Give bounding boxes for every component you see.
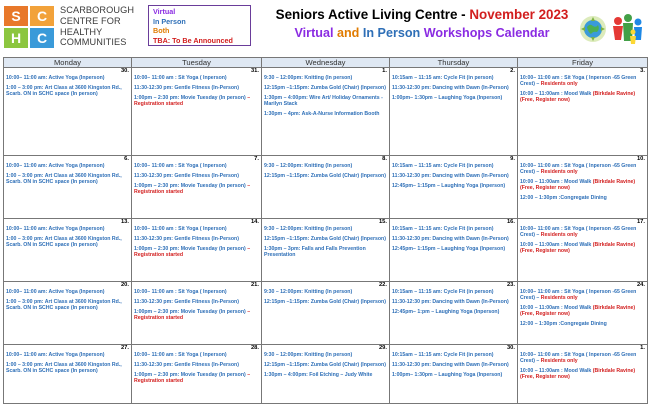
event-note: – Registration started	[134, 371, 251, 384]
event-item	[134, 173, 259, 179]
event-item	[392, 352, 515, 358]
event-item	[520, 91, 645, 103]
event-item	[134, 236, 259, 242]
logo-letter-c2: C	[30, 28, 54, 48]
day-cell	[390, 156, 518, 219]
event-text: 10:00 – 11:00am : Mood Walk	[520, 178, 592, 185]
day-number: 27.	[120, 345, 129, 351]
week-row	[4, 219, 648, 282]
day-cell	[4, 68, 132, 156]
event-note: (Birkdale Ravine) (Free, Register now)	[520, 304, 636, 317]
legend-virtual: Virtual	[153, 7, 176, 16]
event-text: 10:15am – 11:15 am: Cycle Fit (in person)	[392, 288, 494, 295]
day-cell	[518, 156, 648, 219]
day-cell	[518, 345, 648, 404]
event-note: Residents only	[540, 168, 578, 175]
people-icon	[610, 12, 646, 48]
event-text: 1:00pm – 2:30 pm: Movie Tuesday (In person)	[134, 94, 246, 101]
event-text: 10:00– 11:00 am : Sit Yoga ( Inperson -65 Green Crest) –	[520, 288, 637, 301]
event-note: – Registration started	[134, 182, 251, 195]
day-cell	[132, 68, 262, 156]
day-number: 3.	[640, 68, 645, 74]
event-item	[264, 246, 387, 258]
event-item	[6, 299, 129, 311]
event-text: 11:30-12:30 pm: Dancing with Dawn (In-Person)	[392, 298, 509, 305]
event-item	[134, 309, 259, 321]
event-item	[520, 75, 645, 87]
globe-icon	[578, 14, 608, 44]
event-text: 10:00– 11:00 am : Sit Yoga ( Inperson)	[134, 74, 227, 81]
event-text: 10:00– 11:00 am : Sit Yoga ( Inperson)	[134, 288, 227, 295]
event-item	[264, 95, 387, 107]
event-item	[392, 226, 515, 232]
logo-letter-c: C	[30, 6, 54, 26]
day-number: 6.	[124, 156, 129, 162]
event-note: – Registration started	[134, 94, 251, 107]
event-item	[6, 352, 129, 358]
event-text: 1:30pm – 3pm: Falls and Falls Prevention Presentation	[264, 245, 366, 258]
event-item	[520, 242, 645, 254]
org-name: SCARBOROUGH CENTRE FOR HEALTHY COMMUNITIES	[60, 5, 135, 48]
week-row	[4, 68, 648, 156]
schc-logo	[2, 4, 58, 52]
day-number: 8.	[382, 156, 387, 162]
subtitle-in-person: In Person	[362, 26, 421, 40]
day-cell	[132, 219, 262, 282]
day-cell	[4, 219, 132, 282]
event-text: 12:15pm –1:15pm: Zumba Gold (Chair) (Inperson)	[264, 235, 386, 242]
day-number: 13.	[120, 219, 129, 225]
legend-both: Both	[153, 26, 170, 36]
day-number: 1.	[382, 68, 387, 74]
event-item	[264, 111, 387, 117]
event-text: 11:30-12:30 pm: Gentle Fitness (In-Person)	[134, 361, 239, 368]
event-item	[392, 299, 515, 305]
event-note: – Registration started	[134, 245, 251, 258]
event-text: 12:15pm –1:15pm: Zumba Gold (Chair) (Inperson)	[264, 361, 386, 368]
day-cell	[518, 282, 648, 345]
day-cell	[518, 219, 648, 282]
event-note: (Birkdale Ravine) (Free, Register now)	[520, 241, 636, 254]
event-item	[520, 352, 645, 364]
day-cell	[390, 219, 518, 282]
day-number: 30.	[120, 68, 129, 74]
event-item	[134, 75, 259, 81]
event-text: 10:15am – 11:15 am: Cycle Fit (in person)	[392, 74, 494, 81]
event-text: 1:00 – 3:00 pm: Art Class at 3600 Kingston Rd., Scarb. ON in SCHC space (In person)	[6, 298, 122, 311]
event-text: 1:30pm – 4pm: Ask-A-Nurse Information Booth	[264, 110, 380, 117]
calendar-header	[0, 0, 650, 57]
event-text: 10:00– 11:00 am: Active Yoga (Inperson)	[6, 74, 105, 81]
event-item	[392, 362, 515, 368]
day-cell	[132, 345, 262, 404]
event-text: 10:00– 11:00 am: Active Yoga (Inperson)	[6, 225, 105, 232]
day-number: 31.	[250, 68, 259, 74]
legend-box	[148, 5, 251, 46]
event-text: 12:15pm –1:15pm: Zumba Gold (Chair) (Inperson)	[264, 84, 386, 91]
event-text: 1:30pm – 4:00pm: Wire Art/ Holiday Ornaments - Marilyn Stack	[264, 94, 383, 107]
event-item	[134, 95, 259, 107]
event-note: (Birkdale Ravine) (Free, Register now)	[520, 178, 636, 191]
day-number: 21.	[250, 282, 259, 288]
event-item	[264, 299, 387, 305]
event-item	[134, 85, 259, 91]
day-number: 20.	[120, 282, 129, 288]
event-item	[6, 75, 129, 81]
event-item	[134, 372, 259, 384]
day-cell	[518, 68, 648, 156]
event-item	[134, 352, 259, 358]
day-header-wednesday: Wednesday	[262, 58, 390, 68]
event-item	[264, 362, 387, 368]
event-item	[6, 163, 129, 169]
event-item	[392, 309, 515, 315]
event-text: 9:30 – 12:00pm: Knitting (In person)	[264, 74, 353, 81]
calendar-table	[3, 57, 648, 404]
event-text: 9:30 – 12:00pm: Knitting (In person)	[264, 351, 353, 358]
event-note: Residents only	[540, 80, 578, 87]
day-header-thursday: Thursday	[390, 58, 518, 68]
event-note: (Birkdale Ravine) (Free, Register now)	[520, 367, 636, 380]
event-item	[6, 173, 129, 185]
logo-letter-h: H	[4, 28, 28, 48]
event-text: 12:15pm –1:15pm: Zumba Gold (Chair) (Inperson)	[264, 298, 386, 305]
event-text: 11:30-12:30 pm: Gentle Fitness (In-Person)	[134, 235, 239, 242]
day-cell	[4, 282, 132, 345]
event-text: 11:30-12:30 pm: Dancing with Dawn (In-Person)	[392, 235, 509, 242]
event-text: 9:30 – 12:00pm: Knitting (In person)	[264, 288, 353, 295]
event-text: 12:45pm– 1:15pm – Laughing Yoga (Inperson)	[392, 182, 506, 189]
day-number: 22.	[378, 282, 387, 288]
event-item	[6, 226, 129, 232]
day-number: 23.	[506, 282, 515, 288]
title-month: November 2023	[469, 7, 569, 22]
day-number: 29.	[378, 345, 387, 351]
event-text: 12:15pm –1:15pm: Zumba Gold (Chair) (Inperson)	[264, 172, 386, 179]
day-cell	[132, 156, 262, 219]
event-item	[392, 173, 515, 179]
event-note: Residents only	[540, 294, 578, 301]
event-item	[264, 85, 387, 91]
day-number: 16.	[506, 219, 515, 225]
event-item	[520, 179, 645, 191]
event-item	[264, 352, 387, 358]
event-item	[520, 195, 645, 201]
event-text: 10:00– 11:00 am: Active Yoga (Inperson)	[6, 351, 105, 358]
event-text: 11:30-12:30 pm: Dancing with Dawn (In-Person)	[392, 361, 509, 368]
day-number: 10.	[636, 156, 645, 162]
event-text: 1:00pm – 2:30 pm: Movie Tuesday (In person)	[134, 245, 246, 252]
event-item	[134, 226, 259, 232]
event-text: 10:00 – 11:00am : Mood Walk	[520, 304, 592, 311]
day-header-row	[4, 58, 648, 68]
event-text: 10:00 – 11:00am : Mood Walk	[520, 90, 592, 97]
event-item	[520, 226, 645, 238]
event-text: 10:15am – 11:15 am: Cycle Fit (in person)	[392, 351, 494, 358]
day-number: 1.	[640, 345, 645, 351]
day-cell	[132, 282, 262, 345]
day-cell	[262, 68, 390, 156]
day-cell	[390, 345, 518, 404]
event-text: 11:30-12:30 pm: Gentle Fitness (In-Person)	[134, 172, 239, 179]
event-item	[134, 362, 259, 368]
day-cell	[4, 345, 132, 404]
event-note: Residents only	[540, 231, 578, 238]
event-item	[392, 183, 515, 189]
event-item	[134, 299, 259, 305]
event-item	[264, 75, 387, 81]
event-item	[520, 163, 645, 175]
event-text: 1:30pm – 4:00pm: Foil Etching – Judy White	[264, 371, 373, 378]
event-text: 10:15am – 11:15 am: Cycle Fit (in person)	[392, 225, 494, 232]
logo-letter-s: S	[4, 6, 28, 26]
event-text: 1:00 – 3:00 pm: Art Class at 3600 Kingston Rd., Scarb. ON in SCHC space (In person)	[6, 361, 122, 374]
event-item	[392, 75, 515, 81]
day-cell	[262, 345, 390, 404]
event-text: 12:00 – 1:30pm :Congregate Dining	[520, 194, 607, 201]
day-number: 28.	[250, 345, 259, 351]
legend-in-person: In Person	[153, 16, 186, 26]
event-item	[264, 173, 387, 179]
day-cell	[390, 282, 518, 345]
legend-tba: TBA: To Be Announced	[153, 35, 233, 45]
event-item	[392, 85, 515, 91]
event-text: 9:30 – 12:00pm: Knitting (In person)	[264, 162, 353, 169]
day-cell	[262, 156, 390, 219]
event-text: 1:00 – 3:00 pm: Art Class at 3600 Kingston Rd., Scarb. ON in SCHC space (In person)	[6, 84, 122, 97]
event-item	[520, 321, 645, 327]
day-header-monday: Monday	[4, 58, 132, 68]
day-number: 7.	[254, 156, 259, 162]
event-item	[264, 372, 387, 378]
event-item	[6, 362, 129, 374]
title-text: Seniors Active Living Centre -	[275, 7, 470, 22]
event-text: 10:00 – 11:00am : Mood Walk	[520, 367, 592, 374]
event-item	[520, 305, 645, 317]
event-text: 10:00– 11:00 am : Sit Yoga ( Inperson -65 Green Crest) –	[520, 74, 637, 87]
event-text: 10:00– 11:00 am : Sit Yoga ( Inperson -65 Green Crest) –	[520, 351, 637, 364]
event-text: 12:45pm– 1:15pm – Laughing Yoga (Inperson)	[392, 245, 506, 252]
day-header-tuesday: Tuesday	[132, 58, 262, 68]
event-item	[264, 226, 387, 232]
event-item	[264, 289, 387, 295]
event-text: 1:00 – 3:00 pm: Art Class at 3600 Kingston Rd., Scarb. ON in SCHC space (In person)	[6, 235, 122, 248]
event-item	[392, 246, 515, 252]
week-row	[4, 345, 648, 404]
day-number: 14.	[250, 219, 259, 225]
event-text: 11:30-12:30 pm: Gentle Fitness (In-Person)	[134, 84, 239, 91]
event-text: 11:30-12:30 pm: Gentle Fitness (In-Person)	[134, 298, 239, 305]
event-item	[392, 95, 515, 101]
event-item	[392, 289, 515, 295]
event-text: 10:00– 11:00 am : Sit Yoga ( Inperson)	[134, 351, 227, 358]
subtitle-rest: Workshops Calendar	[423, 26, 550, 40]
event-item	[134, 163, 259, 169]
event-text: 1:00pm – 2:30 pm: Movie Tuesday (In person)	[134, 308, 246, 315]
event-note: – Registration started	[134, 308, 251, 321]
event-text: 10:00– 11:00 am : Sit Yoga ( Inperson)	[134, 162, 227, 169]
event-text: 1:00pm– 1:30pm – Laughing Yoga (Inperson)	[392, 94, 503, 101]
event-text: 11:30-12:30 pm: Dancing with Dawn (In-Person)	[392, 84, 509, 91]
event-item	[264, 236, 387, 242]
page-subtitle	[272, 26, 572, 40]
event-item	[520, 368, 645, 380]
week-row	[4, 282, 648, 345]
day-cell	[262, 219, 390, 282]
event-text: 10:00– 11:00 am : Sit Yoga ( Inperson -65 Green Crest) –	[520, 225, 637, 238]
day-number: 15.	[378, 219, 387, 225]
event-text: 1:00pm – 2:30 pm: Movie Tuesday (In person)	[134, 182, 246, 189]
event-item	[392, 372, 515, 378]
day-header-friday: Friday	[518, 58, 648, 68]
event-item	[6, 236, 129, 248]
event-note: (Birkdale Ravine) (Free, Register now)	[520, 90, 636, 103]
event-text: 10:00– 11:00 am : Sit Yoga ( Inperson)	[134, 225, 227, 232]
event-text: 1:00pm– 1:30pm – Laughing Yoga (Inperson)	[392, 371, 503, 378]
subtitle-and: and	[336, 26, 360, 40]
event-text: 10:00– 11:00 am: Active Yoga (Inperson)	[6, 162, 105, 169]
week-row	[4, 156, 648, 219]
day-number: 17.	[636, 219, 645, 225]
event-item	[6, 289, 129, 295]
day-cell	[4, 156, 132, 219]
event-text: 10:00– 11:00 am: Active Yoga (Inperson)	[6, 288, 105, 295]
event-item	[6, 85, 129, 97]
event-item	[392, 236, 515, 242]
event-text: 9:30 – 12:00pm: Knitting (In person)	[264, 225, 353, 232]
event-text: 12:45pm– 1:pm – Laughing Yoga (Inperson)	[392, 308, 500, 315]
event-text: 11:30-12:30 pm: Dancing with Dawn (In-Person)	[392, 172, 509, 179]
event-item	[134, 289, 259, 295]
day-number: 2.	[510, 68, 515, 74]
day-number: 30.	[506, 345, 515, 351]
event-item	[392, 163, 515, 169]
event-text: 10:00 – 11:00am : Mood Walk	[520, 241, 592, 248]
event-note: Residents only	[540, 357, 578, 364]
page-title	[272, 7, 572, 22]
event-text: 1:00 – 3:00 pm: Art Class at 3600 Kingston Rd., Scarb. ON in SCHC space (In person)	[6, 172, 122, 185]
event-text: 10:15am – 11:15 am: Cycle Fit (in person)	[392, 162, 494, 169]
event-item	[264, 163, 387, 169]
event-text: 10:00– 11:00 am : Sit Yoga ( Inperson -65 Green Crest) –	[520, 162, 637, 175]
event-item	[134, 183, 259, 195]
event-item	[520, 289, 645, 301]
day-cell	[262, 282, 390, 345]
event-item	[134, 246, 259, 258]
day-number: 9.	[510, 156, 515, 162]
day-cell	[390, 68, 518, 156]
subtitle-virtual: Virtual	[294, 26, 334, 40]
event-text: 1:00pm – 2:30 pm: Movie Tuesday (In person)	[134, 371, 246, 378]
event-text: 12:00 – 1:30pm :Congregate Dining	[520, 320, 607, 327]
day-number: 24.	[636, 282, 645, 288]
